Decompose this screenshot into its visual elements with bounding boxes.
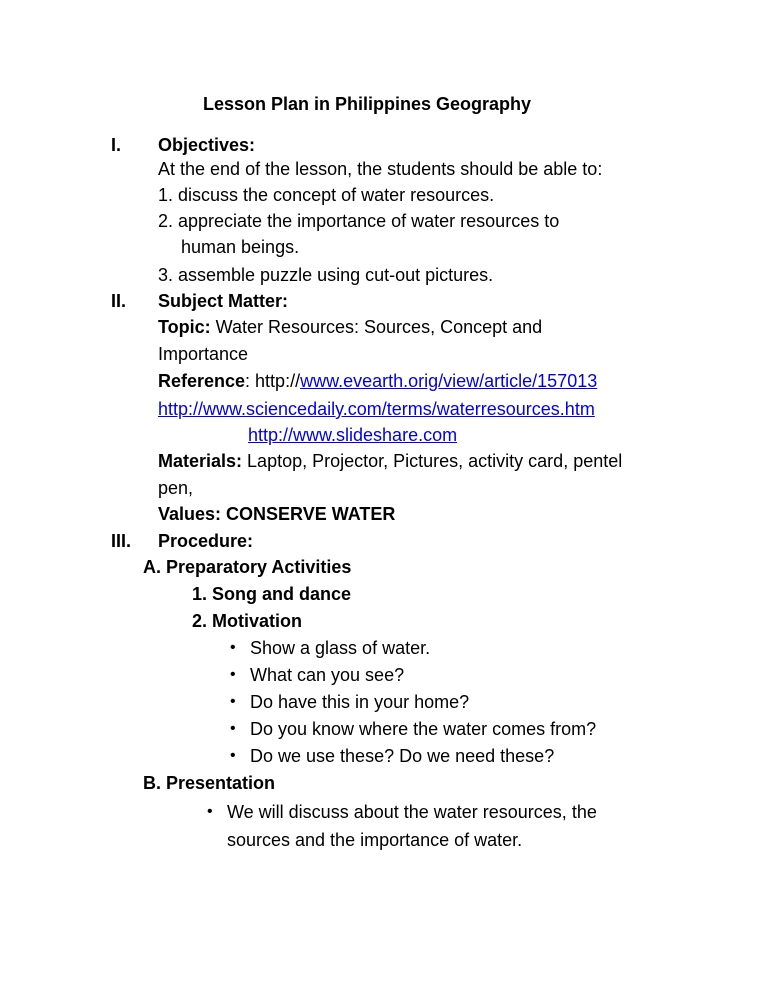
section-2-heading: Subject Matter: xyxy=(158,291,289,311)
section-1-numeral: I. xyxy=(111,135,122,155)
reference-link-3[interactable]: http://www.slideshare.com xyxy=(248,425,458,445)
bullet-icon: • xyxy=(230,639,236,656)
reference-prefix: : http:// xyxy=(245,371,301,391)
objective-item-1: 1. discuss the concept of water resources. xyxy=(158,185,495,205)
reference-link-2[interactable]: http://www.sciencedaily.com/terms/waterresources.htm xyxy=(158,399,595,419)
motivation-bullet-5: Do we use these? Do we need these? xyxy=(250,746,555,766)
values-line xyxy=(158,503,395,525)
motivation-bullet-3: Do have this in your home? xyxy=(250,692,470,712)
presentation-bullet-line-2: sources and the importance of water. xyxy=(227,830,523,850)
topic-label: Topic: xyxy=(158,317,211,337)
motivation-bullet-1: Show a glass of water. xyxy=(250,638,431,658)
reference-link-1[interactable]: www.evearth.orig/view/article/157013 xyxy=(300,371,598,391)
section-3-heading: Procedure: xyxy=(158,531,254,551)
bullet-icon: • xyxy=(230,666,236,683)
step-2: 2. Motivation xyxy=(192,611,303,631)
reference-line xyxy=(158,370,597,392)
bullet-icon: • xyxy=(230,693,236,710)
section-1-heading: Objectives: xyxy=(158,135,256,155)
topic-line xyxy=(158,316,542,338)
part-b-heading: B. Presentation xyxy=(143,773,276,793)
topic-text: Water Resources: Sources, Concept and xyxy=(210,317,543,337)
part-a-heading: A. Preparatory Activities xyxy=(143,557,352,577)
bullet-icon: • xyxy=(230,720,236,737)
objective-item-2-cont: human beings. xyxy=(181,237,300,257)
topic-line-cont: Importance xyxy=(158,344,249,364)
bullet-icon: • xyxy=(230,747,236,764)
objective-item-2: 2. appreciate the importance of water resources to xyxy=(158,211,560,231)
materials-text: Laptop, Projector, Pictures, activity card, pentel xyxy=(242,451,623,471)
values-label: Values: xyxy=(158,504,222,524)
materials-line xyxy=(158,450,622,472)
bullet-icon: • xyxy=(207,803,213,820)
section-2-numeral: II. xyxy=(111,291,127,311)
materials-label: Materials: xyxy=(158,451,243,471)
objective-item-3: 3. assemble puzzle using cut-out pictures. xyxy=(158,265,494,285)
reference-label: Reference xyxy=(158,371,246,391)
presentation-bullet-line-1: We will discuss about the water resources, the xyxy=(227,802,597,822)
page-title: Lesson Plan in Philippines Geography xyxy=(203,94,532,114)
objectives-intro: At the end of the lesson, the students should be able to: xyxy=(158,159,603,179)
motivation-bullet-4: Do you know where the water comes from? xyxy=(250,719,597,739)
motivation-bullet-2: What can you see? xyxy=(250,665,405,685)
step-1: 1. Song and dance xyxy=(192,584,352,604)
materials-line-cont: pen, xyxy=(158,478,194,498)
section-3-numeral: III. xyxy=(111,531,132,551)
values-text: CONSERVE WATER xyxy=(221,504,396,524)
